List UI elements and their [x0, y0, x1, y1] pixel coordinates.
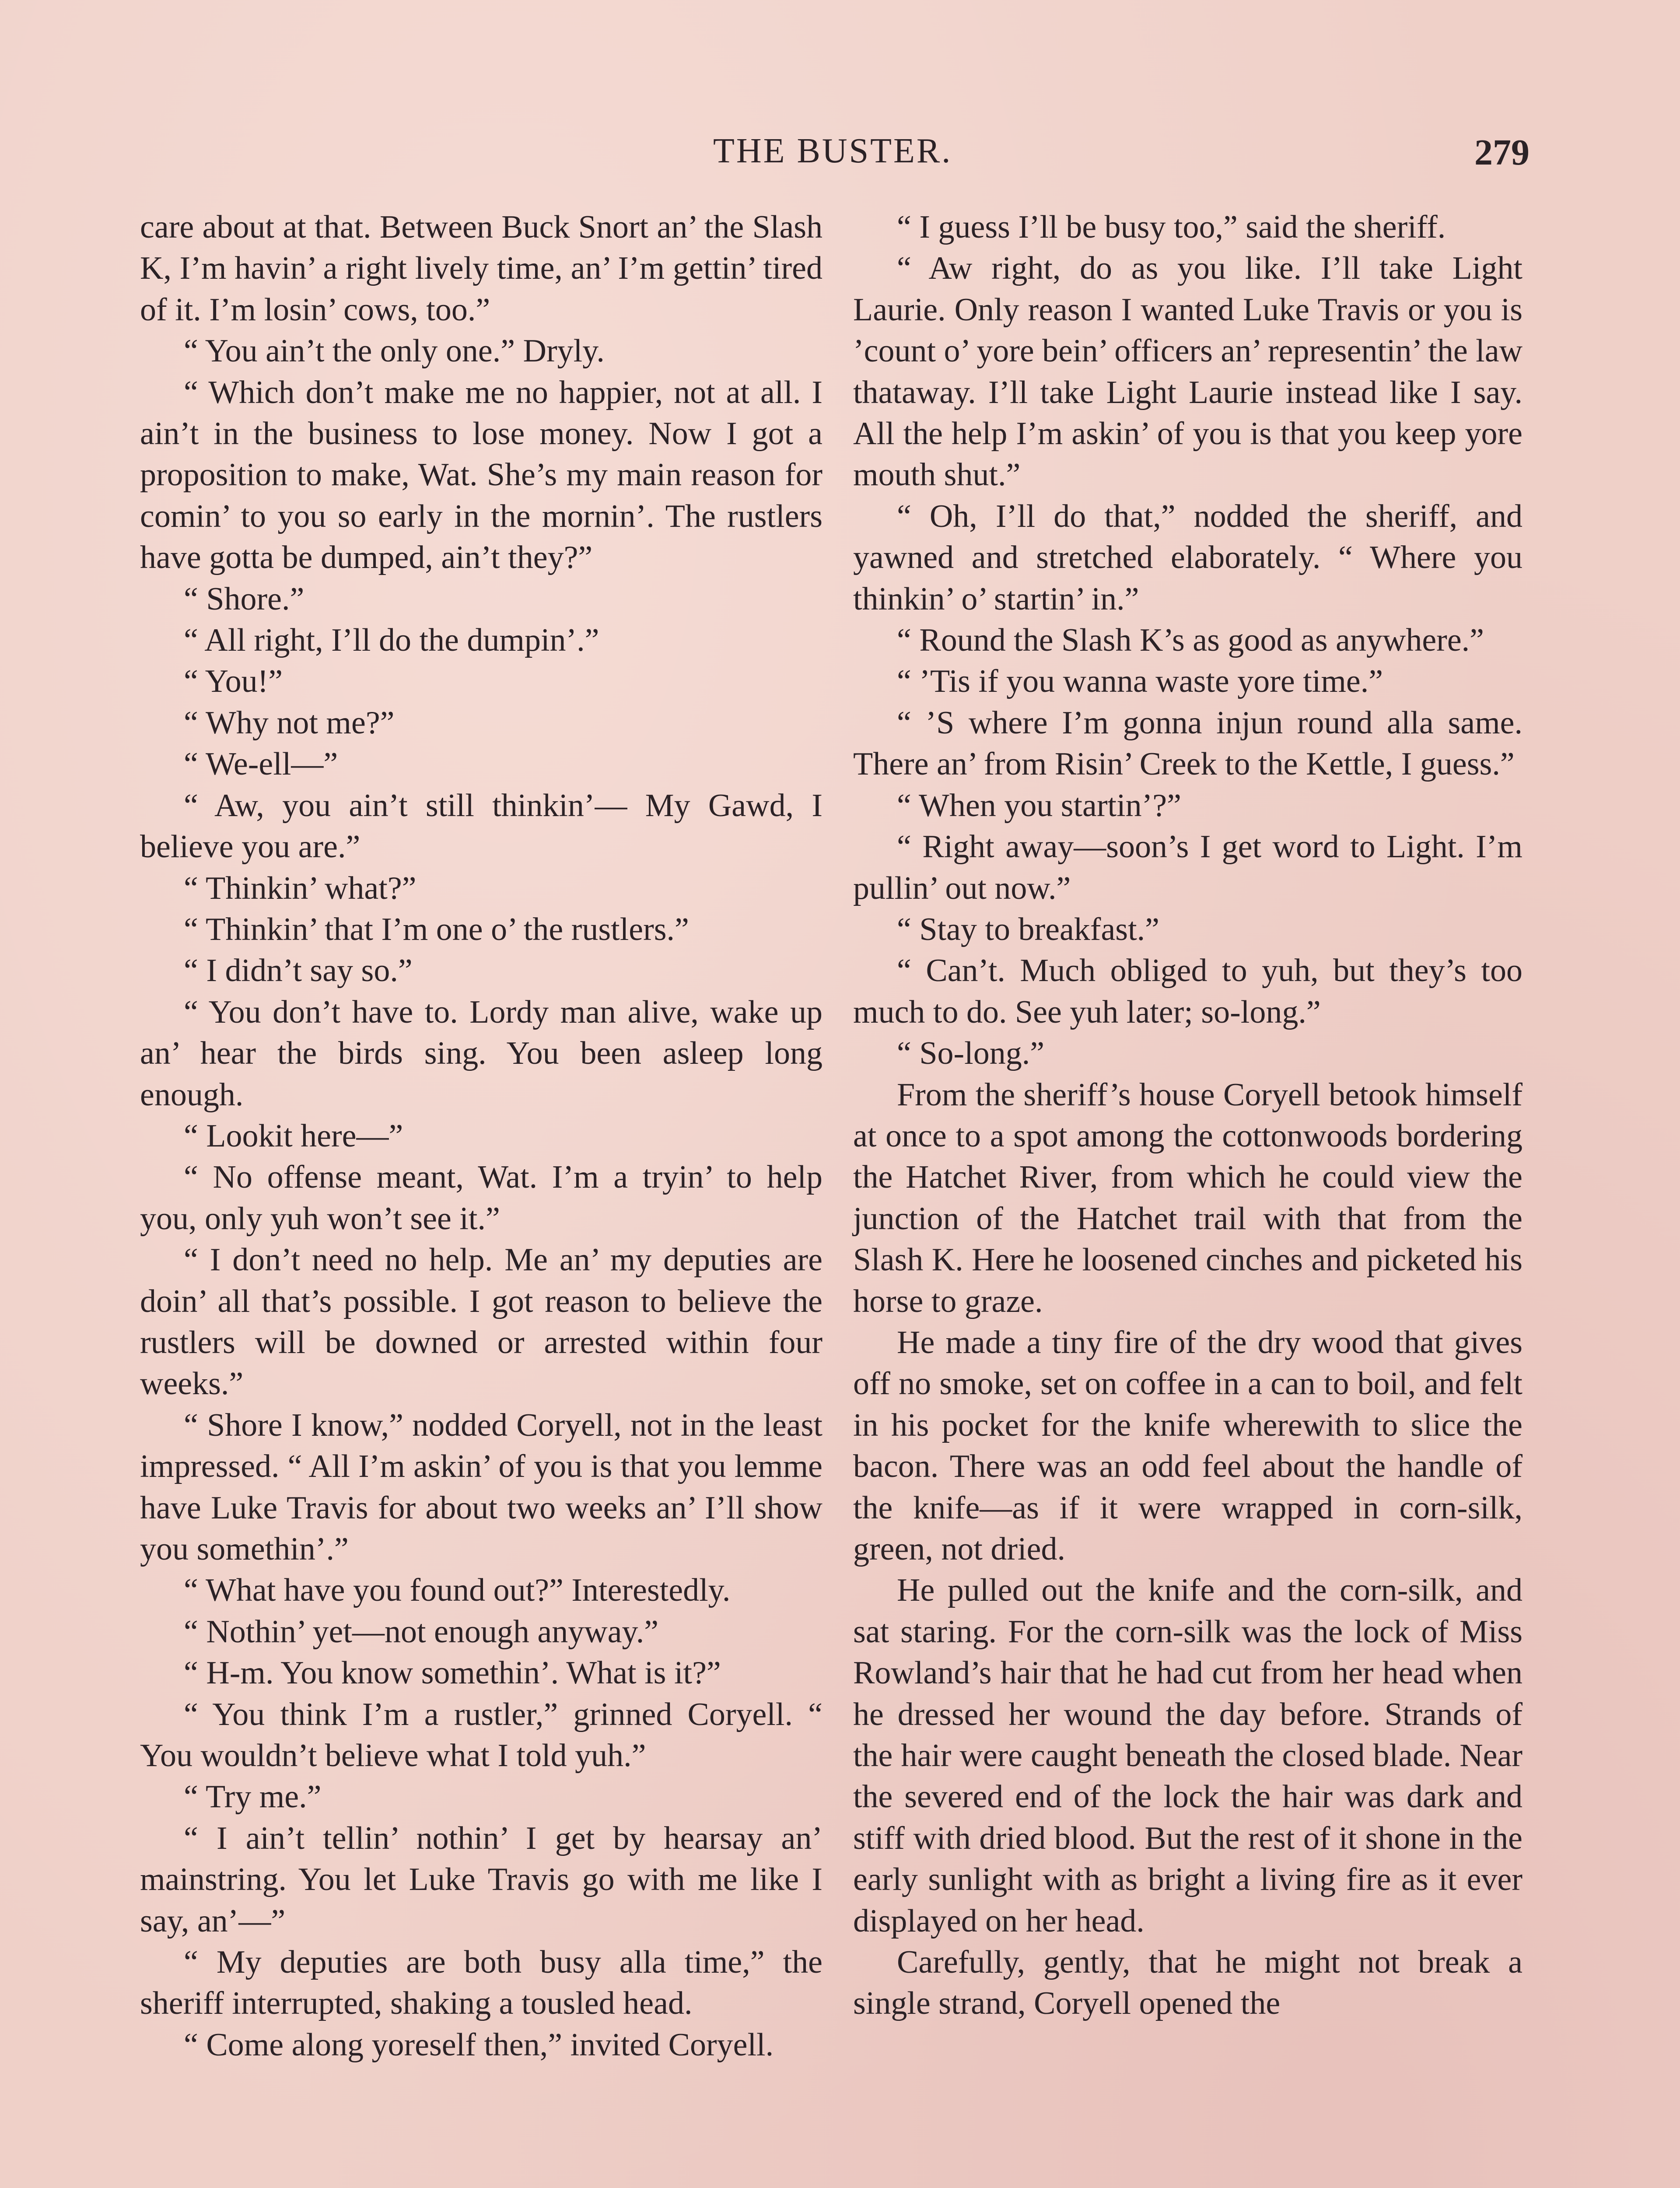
paragraph: “ Thinkin’ what?”	[184, 870, 416, 906]
paragraph: “ You don’t have to. Lordy man alive, wake up an’ hear the birds sing. You been asleep long enough.	[140, 994, 822, 1113]
paragraph: “ Aw, you ain’t still thinkin’— My Gawd, I believe you are.”	[140, 787, 822, 865]
left-column	[140, 207, 822, 2065]
paragraph: “ I ain’t tellin’ nothin’ I get by hearsay an’ mainstring. You let Luke Travis go with me like I say, an’—”	[140, 1820, 822, 1939]
paragraph: “ Round the Slash K’s as good as anywhere.”	[897, 622, 1484, 659]
paragraph: “ No offense meant, Wat. I’m a tryin’ to help you, only yuh won’t see it.”	[140, 1159, 822, 1237]
paragraph: “ Aw right, do as you like. I’ll take Light Laurie. Only reason I wanted Luke Travis or you is ’count o’ yore bein’ officers an’ representin’ the law thataway. I’ll take Light Laurie instead like I say. All the help I’m askin’ of you is that you keep yore mouth shut.”	[853, 250, 1523, 493]
paragraph: “ Right away—soon’s I get word to Light. I’m pullin’ out now.”	[853, 829, 1522, 906]
paragraph: “ Which don’t make me no happier, not at all. I ain’t in the business to lose money. Now I got a proposition to make, Wat. She’s my main reason for comin’ to you so early in the mornin’. The rustlers have gotta be dumped, ain’t they?”	[140, 374, 822, 576]
paragraph: “ You!”	[184, 663, 283, 700]
paragraph: “ Try me.”	[184, 1779, 322, 1815]
running-title: THE BUSTER.	[713, 132, 952, 170]
paragraph: “ Can’t. Much obliged to yuh, but they’s too much to do. See yuh later; so-long.”	[853, 953, 1522, 1030]
paragraph: “ My deputies are both busy alla time,” the sheriff interrupted, shaking a tousled head.	[140, 1944, 822, 2022]
paragraph: “ Oh, I’ll do that,” nodded the sheriff, and yawned and stretched elaborately. “ Where you thinkin’ o’ startin’ in.”	[853, 498, 1522, 617]
paragraph: “ I guess I’ll be busy too,” said the sheriff.	[897, 209, 1446, 245]
paragraph: “ H-m. You know somethin’. What is it?”	[184, 1655, 721, 1691]
paragraph: He pulled out the knife and the corn-silk, and sat staring. For the corn-silk was the lock of Miss Rowland’s hair that he had cut from her head when he dressed her wound the day before. Strands of the hair were caught beneath the closed blade. Near the severed end of the lock the hair was dark and stiff with dried blood. But the rest of it shone in the early sunlight with as bright a living fire as it ever displayed on her head.	[853, 1572, 1522, 1939]
paragraph: “ Stay to breakfast.”	[897, 911, 1159, 947]
paragraph: “ Shore I know,” nodded Coryell, not in the least impressed. “ All I’m askin’ of you is that you lemme have Luke Travis for about two weeks an’ I’ll show you somethin’.”	[140, 1407, 822, 1567]
paragraph: “ All right, I’ll do the dumpin’.”	[184, 622, 599, 659]
paragraph: “ ’Tis if you wanna waste yore time.”	[897, 663, 1383, 700]
paragraph: He made a tiny fire of the dry wood that gives off no smoke, set on coffee in a can to boil, and felt in his pocket for the knife wherewith to slice the bacon. There was an odd feel about the handle of the knife—as if it were wrapped in corn-silk, green, not dried.	[853, 1324, 1522, 1567]
paragraph: “ So-long.”	[897, 1035, 1045, 1072]
paragraph: “ You think I’m a rustler,” grinned Coryell. “ You wouldn’t believe what I told yuh.”	[140, 1696, 822, 1774]
paragraph: “ Shore.”	[184, 581, 304, 617]
page-header	[0, 131, 1680, 179]
paragraph: “ Nothin’ yet—not enough anyway.”	[184, 1613, 659, 1650]
paragraph: “ Thinkin’ that I’m one o’ the rustlers.”	[184, 911, 689, 947]
paragraph: “ What have you found out?” Interestedly.	[184, 1572, 731, 1609]
paragraph: “ I didn’t say so.”	[184, 953, 413, 989]
paragraph: “ You ain’t the only one.” Dryly.	[184, 333, 605, 369]
page-number: 279	[1474, 132, 1530, 173]
paragraph: “ ’S where I’m gonna injun round alla same. There an’ from Risin’ Creek to the Kettle, I guess.”	[853, 705, 1522, 782]
paragraph: “ Lookit here—”	[184, 1118, 403, 1154]
paragraph: “ Why not me?”	[184, 705, 395, 741]
paragraph: From the sheriff’s house Coryell betook himself at once to a spot among the cottonwoods bordering the Hatchet River, from which he could view the junction of the Hatchet trail with that from the Slash K. Here he loosened cinches and picketed his horse to graze.	[853, 1076, 1522, 1319]
paragraph: Carefully, gently, that he might not break a single strand, Coryell opened the	[853, 1944, 1522, 2022]
paragraph: care about at that. Between Buck Snort an’ the Slash K, I’m havin’ a right lively time, an’ I’m gettin’ tired of it. I’m losin’ cows, too.”	[140, 209, 822, 328]
paragraph: “ When you startin’?”	[897, 787, 1181, 824]
paragraph: “ Come along yoreself then,” invited Coryell.	[184, 2027, 774, 2063]
right-column	[853, 207, 1522, 2024]
paragraph: “ I don’t need no help. Me an’ my deputies are doin’ all that’s possible. I got reason to believe the rustlers will be downed or arrested within four weeks.”	[140, 1242, 822, 1402]
paragraph: “ We-ell—”	[184, 746, 338, 782]
